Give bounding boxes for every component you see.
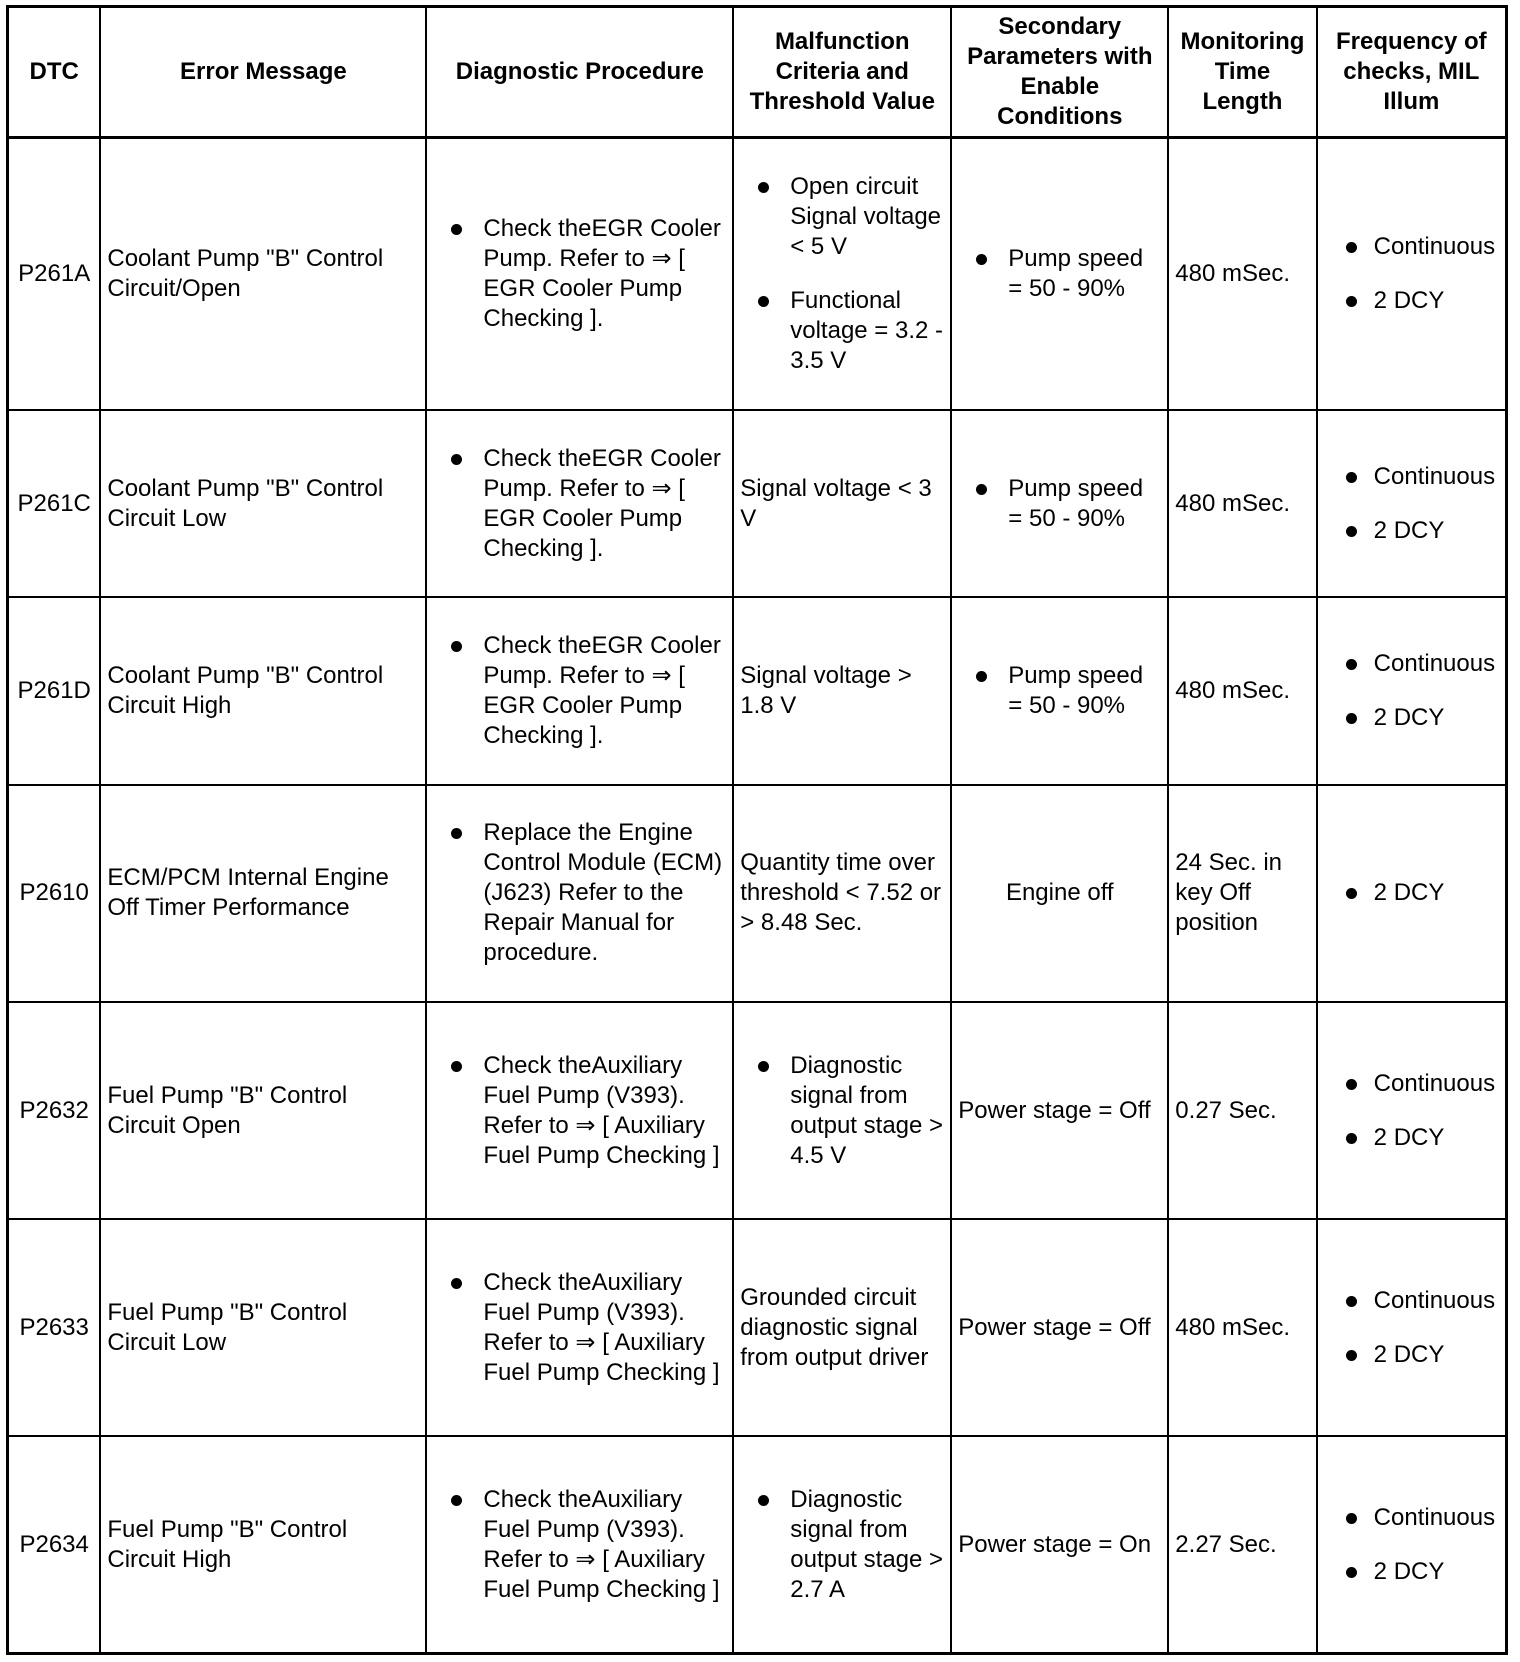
procedure-list [433, 1051, 726, 1171]
error-message: Fuel Pump "B" Control Circuit Open [100, 1002, 426, 1219]
secondary-list-item: Pump speed = 50 - 90% [958, 661, 1161, 721]
frequency [1317, 1219, 1507, 1436]
secondary-parameters [951, 597, 1168, 785]
malfunction-criteria [733, 1219, 951, 1436]
frequency-list [1324, 649, 1499, 733]
frequency-list-item: 2 DCY [1324, 703, 1499, 733]
procedure-list [433, 214, 726, 334]
procedure-list-item: Check theEGR Cooler Pump. Refer to ⇒ [ EGR Cooler Pump Checking ]. [433, 631, 726, 751]
table-row [8, 597, 1507, 785]
secondary-text: Engine off [1005, 879, 1114, 907]
frequency-list-item: Continuous [1324, 1503, 1499, 1533]
header-diagnostic-procedure: Diagnostic Procedure [426, 7, 733, 138]
secondary-text: Power stage = Off [958, 1096, 1151, 1124]
header-frequency: Frequency of checks, MIL Illum [1317, 7, 1507, 138]
table-row [8, 138, 1507, 410]
criteria-text: Grounded circuit diagnostic signal from output driver [740, 1283, 929, 1371]
error-message: Fuel Pump "B" Control Circuit High [100, 1436, 426, 1653]
malfunction-criteria [733, 138, 951, 410]
procedure-list-item: Check theAuxiliary Fuel Pump (V393). Refer to ⇒ [ Auxiliary Fuel Pump Checking ] [433, 1051, 726, 1171]
procedure-list [433, 818, 726, 968]
secondary-parameters [951, 1219, 1168, 1436]
error-message: ECM/PCM Internal Engine Off Timer Performance [100, 785, 426, 1002]
frequency [1317, 785, 1507, 1002]
monitoring-time: 0.27 Sec. [1168, 1002, 1316, 1219]
secondary-text: Power stage = On [958, 1530, 1152, 1558]
error-message: Coolant Pump "B" Control Circuit/Open [100, 138, 426, 410]
frequency-list-item: 2 DCY [1324, 1340, 1499, 1370]
criteria-list-item: Diagnostic signal from output stage > 4.5 V [740, 1051, 944, 1171]
dtc-code: P2634 [8, 1436, 101, 1653]
malfunction-criteria [733, 1002, 951, 1219]
frequency-list-item: 2 DCY [1324, 516, 1499, 546]
procedure-list [433, 1485, 726, 1605]
frequency-list-item: Continuous [1324, 232, 1499, 262]
frequency-list [1324, 462, 1499, 546]
monitoring-time: 480 mSec. [1168, 410, 1316, 598]
frequency-list-item: Continuous [1324, 1286, 1499, 1316]
secondary-parameters [951, 1002, 1168, 1219]
secondary-list [958, 474, 1161, 534]
table-row [8, 1436, 1507, 1653]
dtc-code: P261D [8, 597, 101, 785]
error-message: Fuel Pump "B" Control Circuit Low [100, 1219, 426, 1436]
frequency-list-item: 2 DCY [1324, 286, 1499, 316]
criteria-list-item: Diagnostic signal from output stage > 2.7 A [740, 1485, 944, 1605]
secondary-parameters [951, 138, 1168, 410]
secondary-list-item: Pump speed = 50 - 90% [958, 244, 1161, 304]
frequency [1317, 597, 1507, 785]
frequency-list-item: 2 DCY [1324, 1123, 1499, 1153]
dtc-code: P2632 [8, 1002, 101, 1219]
secondary-parameters [951, 1436, 1168, 1653]
malfunction-criteria [733, 410, 951, 598]
table-row [8, 1002, 1507, 1219]
procedure-list-item: Replace the Engine Control Module (ECM) (J623) Refer to the Repair Manual for procedure. [433, 818, 726, 968]
criteria-list [740, 1485, 944, 1605]
frequency [1317, 1436, 1507, 1653]
table-row [8, 785, 1507, 1002]
procedure-list-item: Check theEGR Cooler Pump. Refer to ⇒ [ EGR Cooler Pump Checking ]. [433, 214, 726, 334]
error-message: Coolant Pump "B" Control Circuit High [100, 597, 426, 785]
diagnostic-procedure [426, 597, 733, 785]
table-row [8, 410, 1507, 598]
frequency-list [1324, 878, 1499, 908]
header-error-message: Error Message [100, 7, 426, 138]
monitoring-time: 480 mSec. [1168, 138, 1316, 410]
dtc-code: P261A [8, 138, 101, 410]
procedure-list [433, 631, 726, 751]
procedure-list [433, 444, 726, 564]
header-secondary-parameters: Secondary Parameters with Enable Conditions [951, 7, 1168, 138]
frequency-list-item: Continuous [1324, 462, 1499, 492]
table-row [8, 1219, 1507, 1436]
frequency-list-item: Continuous [1324, 649, 1499, 679]
criteria-list-item: Open circuit Signal voltage < 5 V [740, 172, 944, 262]
diagnostic-procedure [426, 1219, 733, 1436]
monitoring-time: 480 mSec. [1168, 1219, 1316, 1436]
monitoring-time: 24 Sec. in key Off position [1168, 785, 1316, 1002]
malfunction-criteria [733, 785, 951, 1002]
dtc-table-sheet [6, 5, 1508, 1655]
criteria-text: Signal voltage < 3 V [740, 474, 932, 532]
malfunction-criteria [733, 1436, 951, 1653]
diagnostic-procedure [426, 1436, 733, 1653]
procedure-list-item: Check theAuxiliary Fuel Pump (V393). Refer to ⇒ [ Auxiliary Fuel Pump Checking ] [433, 1485, 726, 1605]
procedure-list [433, 1268, 726, 1388]
frequency-list [1324, 1069, 1499, 1153]
frequency-list [1324, 1286, 1499, 1370]
dtc-code: P2633 [8, 1219, 101, 1436]
secondary-list [958, 661, 1161, 721]
diagnostic-procedure [426, 785, 733, 1002]
procedure-list-item: Check theAuxiliary Fuel Pump (V393). Refer to ⇒ [ Auxiliary Fuel Pump Checking ] [433, 1268, 726, 1388]
procedure-list-item: Check theEGR Cooler Pump. Refer to ⇒ [ EGR Cooler Pump Checking ]. [433, 444, 726, 564]
frequency [1317, 1002, 1507, 1219]
frequency-list [1324, 1503, 1499, 1587]
monitoring-time: 480 mSec. [1168, 597, 1316, 785]
secondary-parameters [951, 785, 1168, 1002]
header-dtc: DTC [8, 7, 101, 138]
dtc-table [6, 5, 1508, 1655]
criteria-list [740, 1051, 944, 1171]
diagnostic-procedure [426, 138, 733, 410]
table-header-row [8, 7, 1507, 138]
dtc-code: P2610 [8, 785, 101, 1002]
secondary-list-item: Pump speed = 50 - 90% [958, 474, 1161, 534]
frequency-list-item: Continuous [1324, 1069, 1499, 1099]
frequency-list-item: 2 DCY [1324, 1557, 1499, 1587]
criteria-list [740, 172, 944, 376]
monitoring-time: 2.27 Sec. [1168, 1436, 1316, 1653]
error-message: Coolant Pump "B" Control Circuit Low [100, 410, 426, 598]
dtc-code: P261C [8, 410, 101, 598]
secondary-parameters [951, 410, 1168, 598]
frequency [1317, 410, 1507, 598]
header-monitoring-time: Monitoring Time Length [1168, 7, 1316, 138]
secondary-text: Power stage = Off [958, 1313, 1151, 1341]
frequency [1317, 138, 1507, 410]
diagnostic-procedure [426, 410, 733, 598]
diagnostic-procedure [426, 1002, 733, 1219]
table-body [8, 138, 1507, 1654]
malfunction-criteria [733, 597, 951, 785]
criteria-text: Signal voltage > 1.8 V [740, 662, 912, 719]
secondary-list [958, 244, 1161, 304]
criteria-list-item: Functional voltage = 3.2 - 3.5 V [740, 286, 944, 376]
criteria-text: Quantity time over threshold < 7.52 or > 8.48 Sec. [740, 849, 942, 937]
frequency-list-item: 2 DCY [1324, 878, 1499, 908]
header-malfunction-criteria: Malfunction Criteria and Threshold Value [733, 7, 951, 138]
frequency-list [1324, 232, 1499, 316]
